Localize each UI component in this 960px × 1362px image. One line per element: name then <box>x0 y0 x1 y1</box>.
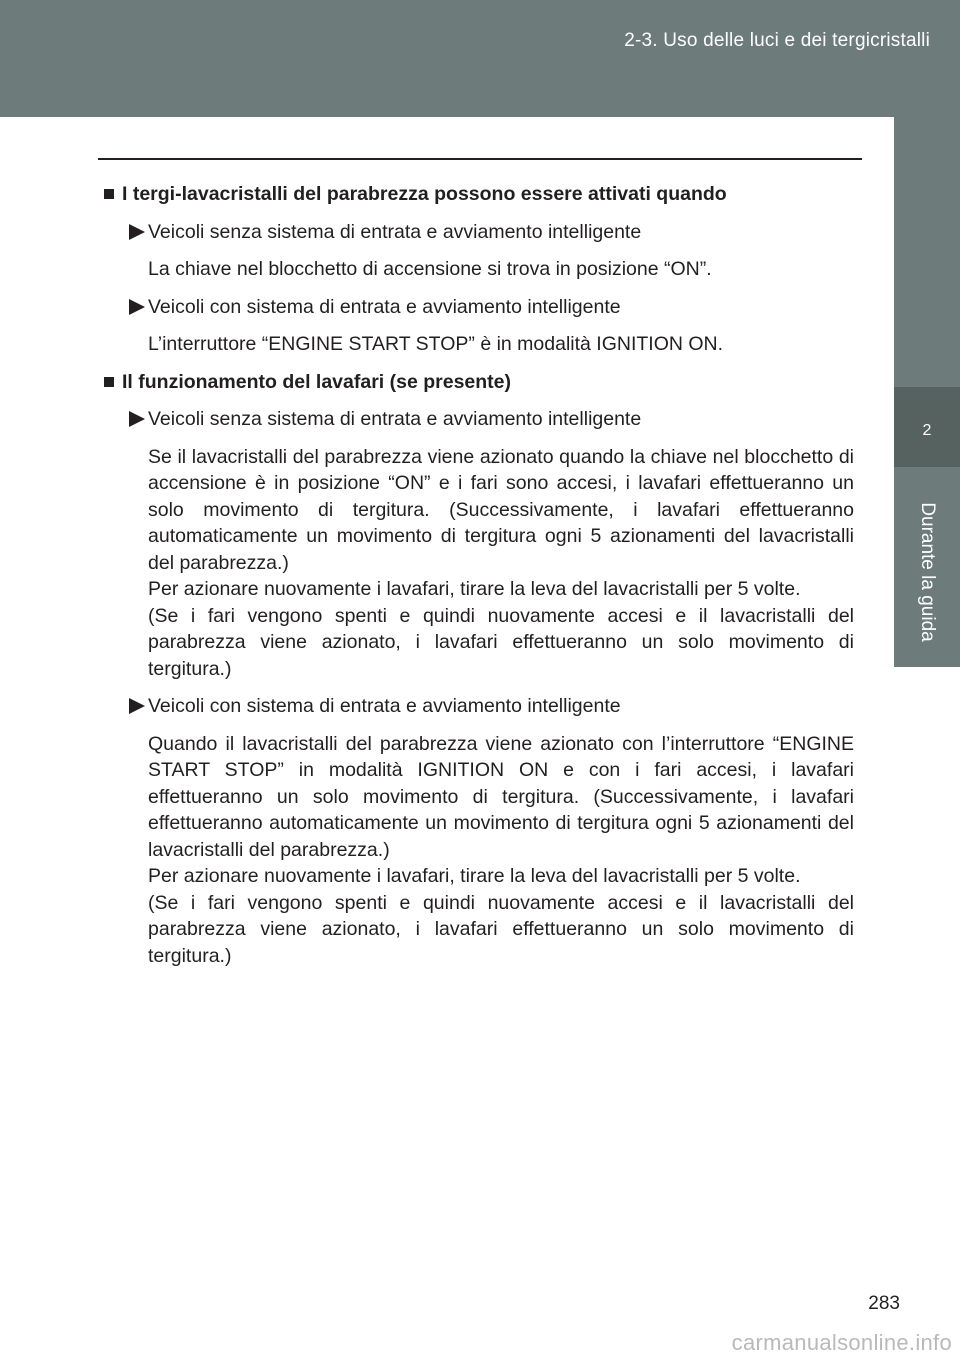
paragraph: Quando il lavacristalli del parabrezza viene azionato con l’interruttore “ENGINE START STOP” in modalità IGNITION ON e con i fari accesi, i lavafari effettueranno un solo movimento di tergitura. (Successivamente, i lavafari effettueranno automaticamente un movimento di tergitura ogni 5 azionamenti del lavacristalli del parabrezza.) <box>148 732 854 861</box>
subheading-with-smart-key <box>104 693 854 720</box>
square-bullet-icon <box>104 377 114 387</box>
subheading-without-smart-key <box>104 406 854 433</box>
triangle-bullet-icon <box>129 224 145 240</box>
watermark: carmanualsonline.info <box>731 1330 952 1355</box>
square-bullet-icon <box>104 189 114 199</box>
subheading-text: Veicoli senza sistema di entrata e avviamento intelligente <box>148 220 642 243</box>
section-heading-headlight-cleaners <box>104 369 854 396</box>
section-heading-wipers <box>104 181 854 208</box>
subheading-without-smart-key <box>104 219 854 246</box>
paragraph: Se il lavacristalli del parabrezza viene azionato quando la chiave nel blocchetto di accensione è in posizione “ON” e i fari sono accesi, i lavafari effettueranno un solo movimento di tergitura. (Successivamente, i lavafari effettueranno automaticamente un movimento di tergitura ogni 5 azionamenti del lavacristalli del parabrezza.) <box>148 445 854 574</box>
subheading-text: Veicoli con sistema di entrata e avviamento intelligente <box>148 295 621 318</box>
top-divider <box>98 158 862 160</box>
chapter-number: 2 <box>922 422 932 439</box>
triangle-bullet-icon <box>129 698 145 714</box>
subheading-with-smart-key <box>104 294 854 321</box>
heading-text: Il funzionamento del lavafari (se presente) <box>122 370 512 393</box>
paragraph: (Se i fari vengono spenti e quindi nuovamente accesi e il lavacristalli del parabrezza viene azionato, i lavafari effettueranno un solo movimento di tergitura.) <box>148 891 854 967</box>
paragraph: L’interruttore “ENGINE START STOP” è in modalità IGNITION ON. <box>148 333 724 355</box>
page-number: 283 <box>868 1293 900 1314</box>
triangle-bullet-icon <box>129 411 145 427</box>
paragraph: Per azionare nuovamente i lavafari, tirare la leva del lavacristalli per 5 volte. <box>148 865 801 887</box>
triangle-bullet-icon <box>129 299 145 315</box>
paragraph: (Se i fari vengono spenti e quindi nuovamente accesi e il lavacristalli del parabrezza viene azionato, i lavafari effettueranno un solo movimento di tergitura.) <box>148 604 854 680</box>
chapter-title: Durante la guida <box>917 502 938 642</box>
paragraph: Per azionare nuovamente i lavafari, tirare la leva del lavacristalli per 5 volte. <box>148 578 801 600</box>
paragraph: La chiave nel blocchetto di accensione si trova in posizione “ON”. <box>148 258 712 280</box>
section-title: 2-3. Uso delle luci e dei tergicristalli <box>624 30 930 51</box>
page-content <box>104 181 854 980</box>
heading-text: I tergi-lavacristalli del parabrezza possono essere attivati quando <box>122 183 727 205</box>
subheading-text: Veicoli senza sistema di entrata e avviamento intelligente <box>148 408 642 430</box>
subheading-text: Veicoli con sistema di entrata e avviamento intelligente <box>148 695 621 717</box>
header-band <box>0 0 960 117</box>
